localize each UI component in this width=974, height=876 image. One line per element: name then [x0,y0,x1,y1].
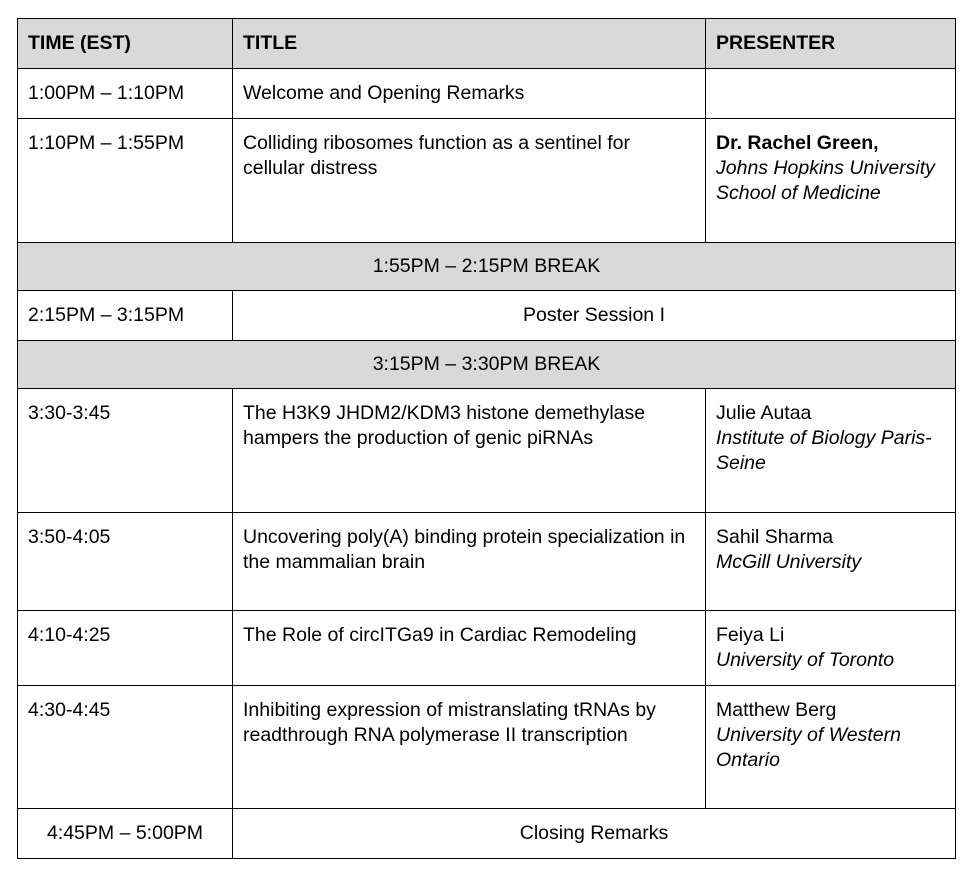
presenter-name: Matthew Berg [716,699,837,721]
title-cell: Welcome and Opening Remarks [233,69,706,119]
presenter-cell [706,389,956,513]
presenter-cell [706,513,956,611]
header-title: TITLE [233,19,706,69]
presenter-cell [706,119,956,243]
header-presenter: PRESENTER [706,19,956,69]
presenter-name: Feiya Li [716,624,785,646]
title-cell: Uncovering poly(A) binding protein specialization in the mammalian brain [233,513,706,611]
time-cell: 4:45PM – 5:00PM [18,809,233,859]
session-cell: Closing Remarks [233,809,956,859]
presenter-name: Julie Autaa [716,402,812,424]
time-cell: 4:30-4:45 [18,686,233,809]
presenter-affiliation: University of Western Ontario [716,724,901,771]
presenter-name: Dr. Rachel Green, [716,132,879,154]
table-row [18,389,956,513]
table-row [18,291,956,341]
presenter-affiliation: Johns Hopkins University School of Medicine [716,157,935,204]
break-cell: 3:15PM – 3:30PM BREAK [18,341,956,389]
title-cell: Inhibiting expression of mistranslating tRNAs by readthrough RNA polymerase II transcription [233,686,706,809]
time-cell: 1:10PM – 1:55PM [18,119,233,243]
break-row [18,243,956,291]
time-cell: 1:00PM – 1:10PM [18,69,233,119]
title-cell: The H3K9 JHDM2/KDM3 histone demethylase hampers the production of genic piRNAs [233,389,706,513]
time-cell: 4:10-4:25 [18,611,233,686]
presenter-cell [706,611,956,686]
presenter-cell [706,69,956,119]
schedule-table [17,18,956,859]
presenter-cell [706,686,956,809]
presenter-affiliation: McGill University [716,551,862,573]
presenter-name: Sahil Sharma [716,526,834,548]
time-cell: 3:50-4:05 [18,513,233,611]
presenter-affiliation: Institute of Biology Paris-Seine [716,427,932,474]
header-time: TIME (EST) [18,19,233,69]
table-row [18,69,956,119]
table-row [18,119,956,243]
break-row [18,341,956,389]
title-cell: The Role of circITGa9 in Cardiac Remodeling [233,611,706,686]
table-row [18,513,956,611]
session-cell: Poster Session I [233,291,956,341]
presenter-affiliation: University of Toronto [716,649,895,671]
table-row [18,809,956,859]
header-row [18,19,956,69]
time-cell: 2:15PM – 3:15PM [18,291,233,341]
table-row [18,611,956,686]
time-cell: 3:30-3:45 [18,389,233,513]
title-cell: Colliding ribosomes function as a sentinel for cellular distress [233,119,706,243]
break-cell: 1:55PM – 2:15PM BREAK [18,243,956,291]
table-row [18,686,956,809]
